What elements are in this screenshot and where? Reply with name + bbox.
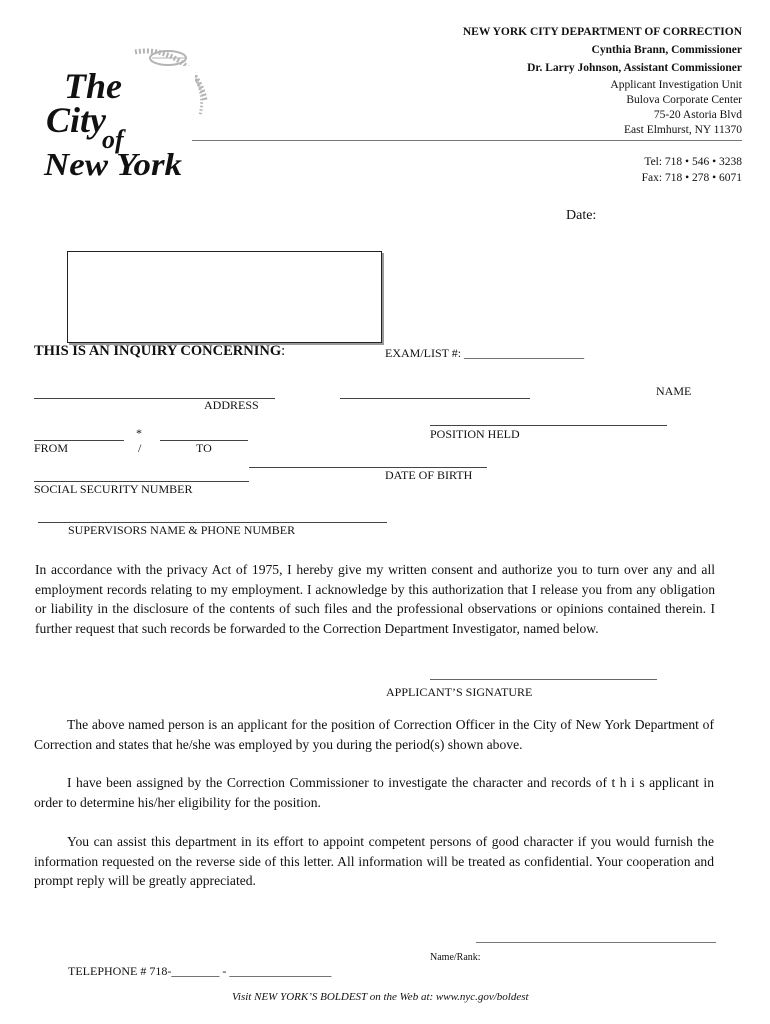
to-label: TO xyxy=(196,441,212,455)
footer-web-note: Visit NEW YORK’S BOLDEST on the Web at: www.nyc.gov/boldest xyxy=(232,991,529,1003)
name-rank-label: Name/Rank: xyxy=(430,952,481,963)
date-label: Date: xyxy=(566,208,597,223)
city-of-new-york-logo xyxy=(40,40,210,185)
street-address: 75-20 Astoria Blvd xyxy=(653,109,742,121)
logo-city: City xyxy=(46,100,106,140)
exam-list-label: EXAM/LIST #: ____________________ xyxy=(385,346,585,360)
fax-number: Fax: 718 • 278 • 6071 xyxy=(641,172,742,184)
consent-paragraph: In accordance with the privacy Act of 1975, I hereby give my written consent and authorize you to turn over any and all employment records relating to my employment. I acknowledge by this authorization that I release you from any obligation or liability in the disclosure of the contents of such files and the professional observations or opinions contained therein. I further request that such records be forwarded to the Correction Department Investigator, named below. xyxy=(35,562,715,636)
date-of-birth-label: DATE OF BIRTH xyxy=(385,468,473,482)
body-paragraph-3: You can assist this department in its effort to appoint competent persons of good character if you would furnish the information requested on the reverse side of this letter. All information will be treated as confidential. Your cooperation and prompt reply will be greatly appreciated. xyxy=(34,834,714,889)
name-line xyxy=(340,398,530,399)
supervisor-label: SUPERVISORS NAME & PHONE NUMBER xyxy=(68,523,296,537)
building-name: Bulova Corporate Center xyxy=(626,94,742,106)
applicant-signature-line xyxy=(430,679,657,680)
header-divider xyxy=(192,140,742,141)
recipient-address-box xyxy=(67,251,382,343)
commissioner: Cynthia Brann, Commissioner xyxy=(591,44,742,56)
logo-new-york: New York xyxy=(42,146,183,182)
address-label: ADDRESS xyxy=(204,398,259,412)
assistant-commissioner: Dr. Larry Johnson, Assistant Commissioner xyxy=(527,62,742,74)
from-to-separator: * xyxy=(136,426,142,440)
inquiry-heading: THIS IS AN INQUIRY CONCERNING: xyxy=(34,343,286,359)
telephone-number: Tel: 718 • 546 • 3238 xyxy=(644,156,742,168)
logo-of: of xyxy=(102,125,124,154)
from-label: FROM xyxy=(34,441,69,455)
applicant-signature-label: APPLICANT’S SIGNATURE xyxy=(386,685,533,699)
body-paragraph-2: I have been assigned by the Correction Commissioner to investigate the character and records of t h i s applicant in order to determine his/her eligibility for the position. xyxy=(34,775,714,810)
position-held-line xyxy=(430,425,667,426)
position-held-label: POSITION HELD xyxy=(430,427,520,441)
unit-name: Applicant Investigation Unit xyxy=(610,79,742,91)
name-rank-line xyxy=(476,942,716,943)
city-address: East Elmhurst, NY 11370 xyxy=(624,124,742,136)
department-name: NEW YORK CITY DEPARTMENT OF CORRECTION xyxy=(462,26,742,38)
body-paragraph-1: The above named person is an applicant for the position of Correction Officer in the City of New York Department of Correction and states that he/she was employed by you during the period(s) shown above. xyxy=(34,717,714,752)
slash-label: / xyxy=(138,441,142,455)
telephone-field: TELEPHONE # 718-________ - _________________ xyxy=(68,964,332,978)
name-label: NAME xyxy=(656,384,692,398)
ssn-label: SOCIAL SECURITY NUMBER xyxy=(34,482,193,496)
logo-the: The xyxy=(64,66,122,106)
